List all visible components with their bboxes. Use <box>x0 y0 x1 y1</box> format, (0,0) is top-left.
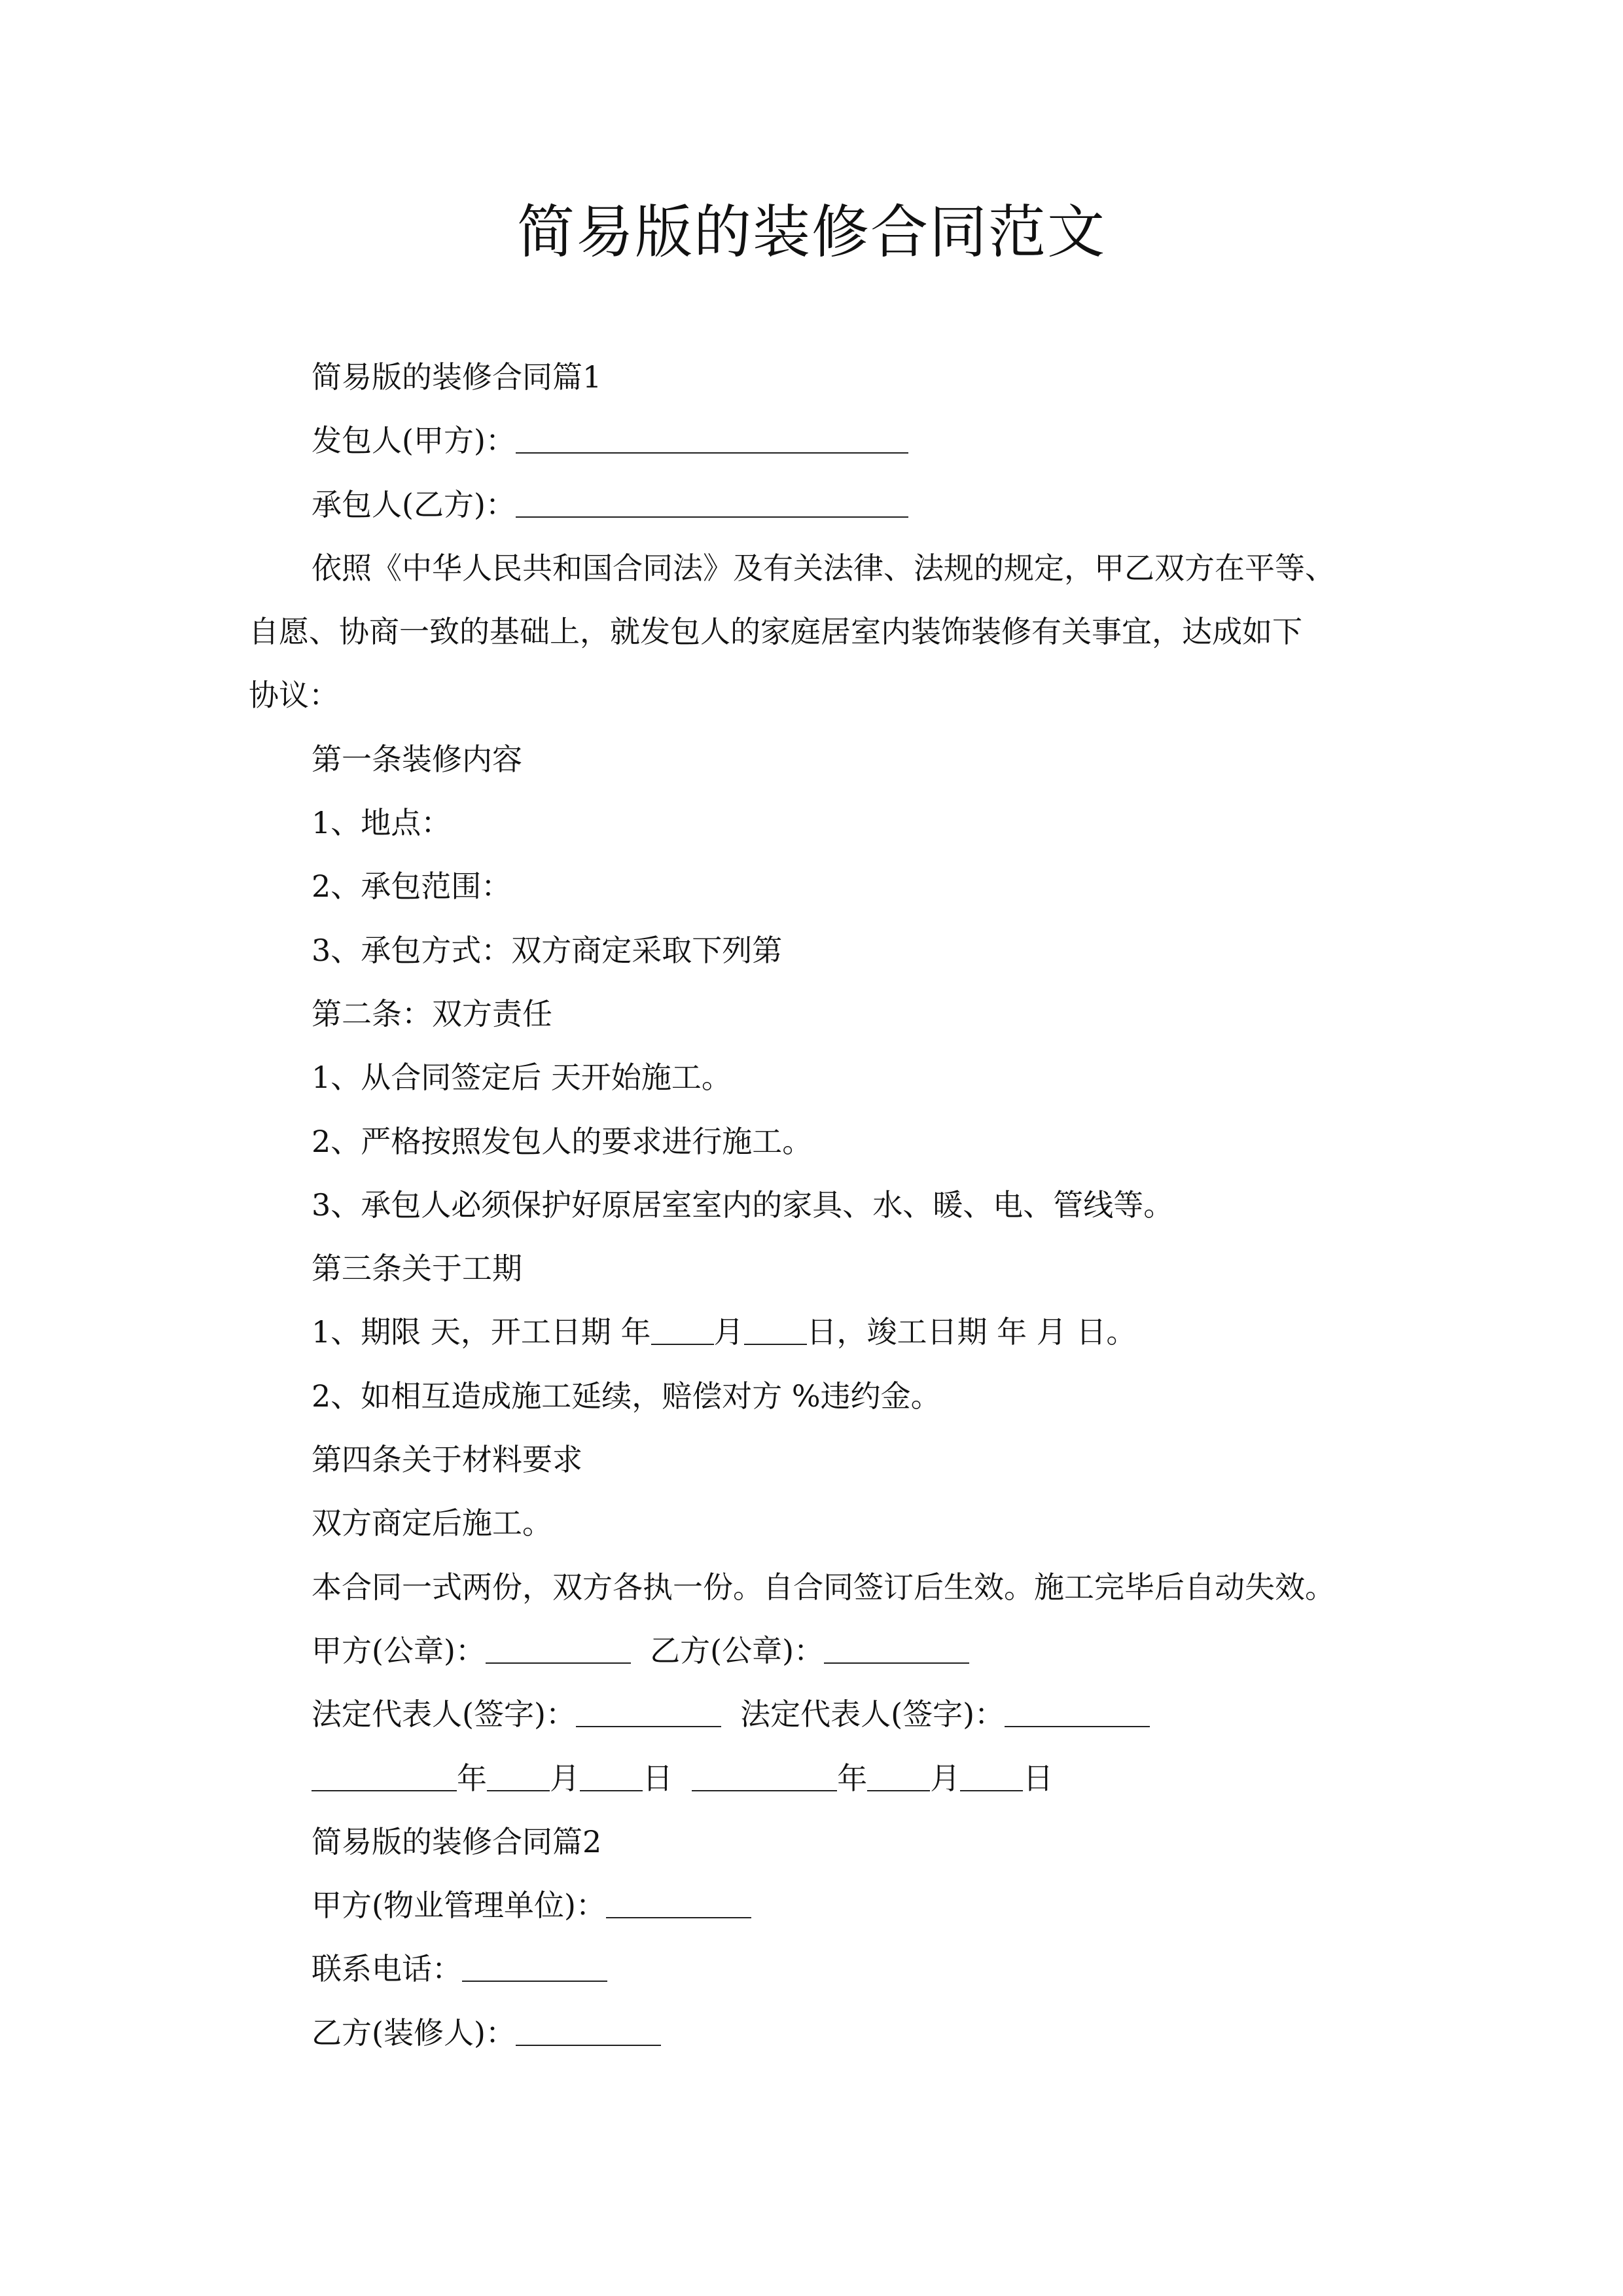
rep-b-label: 法定代表人(签字)： <box>740 1696 1005 1732</box>
article-2-item: 2、严格按照发包人的要求进行施工。 <box>312 1123 813 1159</box>
intro-line-3: 协议： <box>249 677 339 713</box>
rep-b-blank[interactable] <box>1005 1700 1150 1727</box>
phone-label: 联系电话： <box>312 1951 462 1987</box>
party-a-blank[interactable] <box>516 426 908 454</box>
seal-a-blank[interactable] <box>486 1636 631 1664</box>
party-a-label: 甲方(物业管理单位)： <box>312 1888 606 1924</box>
day-label: 日 <box>643 1760 673 1796</box>
intro-line-1: 依照《中华人民共和国合同法》及有关法律、法规的规定，甲乙双方在平等、 <box>312 550 1335 586</box>
closing-text: 本合同一式两份，双方各执一份。自合同签订后生效。施工完毕后自动失效。 <box>312 1569 1335 1605</box>
rep-a-blank[interactable] <box>576 1700 721 1727</box>
party-b-label: 乙方(装修人)： <box>312 2015 516 2051</box>
month-label: 月 <box>550 1760 580 1796</box>
article-1-item: 1、地点： <box>312 805 452 841</box>
day-blank[interactable] <box>580 1764 643 1791</box>
seal-line <box>249 1619 1387 1683</box>
article-3-item-2: 2、如相互造成施工延续，赔偿对方 %违约金。 <box>312 1378 941 1414</box>
article-4-heading: 第四条关于材料要求 <box>312 1442 582 1478</box>
day-blank[interactable] <box>960 1764 1023 1791</box>
party-b-label: 承包人(乙方)： <box>312 486 516 522</box>
year-label: 年 <box>457 1760 487 1796</box>
property-mgmt-line <box>249 1874 1387 1937</box>
renovator-line <box>249 2001 1387 2065</box>
text: 日，竣工日期 年 月 日。 <box>806 1314 1137 1350</box>
seal-b-blank[interactable] <box>824 1636 969 1664</box>
month-blank[interactable] <box>487 1764 550 1791</box>
representative-line <box>249 1683 1387 1746</box>
party-b-line <box>249 473 1387 537</box>
article-1-item: 2、承包范围： <box>312 869 512 905</box>
month-blank[interactable] <box>867 1764 930 1791</box>
document-title: 简易版的装修合同范文 <box>516 198 1106 266</box>
rep-a-label: 法定代表人(签字)： <box>312 1696 576 1732</box>
section-heading: 简易版的装修合同篇1 <box>312 359 602 395</box>
section-heading: 简易版的装修合同篇2 <box>312 1823 602 1859</box>
article-2-item: 1、从合同签定后 天开始施工。 <box>312 1060 732 1096</box>
day-blank[interactable] <box>744 1318 807 1345</box>
seal-b-label: 乙方(公章)： <box>650 1632 825 1668</box>
year-blank[interactable] <box>692 1764 837 1791</box>
party-b-blank[interactable] <box>516 2018 661 2046</box>
party-a-blank[interactable] <box>606 1891 751 1918</box>
article-4-text: 双方商定后施工。 <box>312 1505 552 1541</box>
article-1-heading: 第一条装修内容 <box>312 741 522 777</box>
phone-blank[interactable] <box>462 1954 607 1982</box>
article-1-item: 3、承包方式：双方商定采取下列第 <box>312 932 783 968</box>
seal-a-label: 甲方(公章)： <box>312 1632 486 1668</box>
month-blank[interactable] <box>651 1318 714 1345</box>
article-3-heading: 第三条关于工期 <box>312 1251 522 1287</box>
article-2-heading: 第二条：双方责任 <box>312 996 552 1031</box>
phone-line <box>249 1937 1387 2001</box>
year-label: 年 <box>837 1760 868 1796</box>
party-a-line <box>249 409 1387 473</box>
month-label: 月 <box>930 1760 961 1796</box>
year-blank[interactable] <box>312 1764 457 1791</box>
party-b-blank[interactable] <box>516 490 908 518</box>
text: 月 <box>713 1314 744 1350</box>
article-2-item: 3、承包人必须保护好原居室室内的家具、水、暖、电、管线等。 <box>312 1187 1174 1223</box>
document-body <box>249 346 1387 2065</box>
text: 1、期限 天，开工日期 年 <box>312 1314 651 1350</box>
day-label: 日 <box>1023 1760 1054 1796</box>
article-3-item-1 <box>249 1300 1387 1364</box>
intro-line-2: 自愿、协商一致的基础上，就发包人的家庭居室内装饰装修有关事宜，达成如下 <box>249 614 1302 650</box>
date-line <box>249 1747 1387 1810</box>
party-a-label: 发包人(甲方)： <box>312 423 516 459</box>
